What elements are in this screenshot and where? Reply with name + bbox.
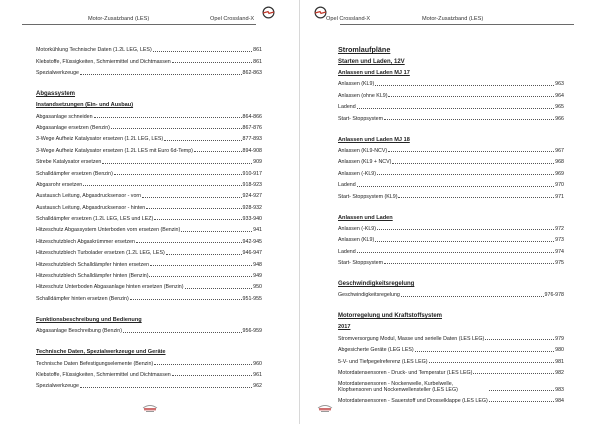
dot-leader: [489, 390, 554, 391]
toc-entry-page: 984: [555, 397, 564, 404]
left-header-model: Opel Crossland-X: [210, 16, 255, 22]
dot-leader: [429, 362, 555, 363]
toc-entry-page: 966: [555, 115, 564, 122]
section-spacer: [338, 298, 564, 308]
toc-entry-page: 965: [555, 104, 564, 111]
toc-entry-title: Start- Stoppsystem: [338, 260, 384, 267]
toc-entry-page: 864-866: [242, 113, 262, 120]
toc-entry-page: 963: [555, 81, 564, 88]
dot-leader: [401, 296, 544, 297]
toc-entry-title: Hitzeschutzblech Turbolader ersetzen (1.2L LEG, LES): [36, 250, 165, 257]
toc-entry-page: 974: [555, 248, 564, 255]
dot-leader: [375, 241, 554, 242]
right-page: [300, 0, 600, 424]
publisher-logo-icon: [141, 402, 159, 413]
subsection-heading: Technische Daten, Spezialwerkzeuge und Geräte: [36, 349, 166, 356]
toc-entry[interactable]: [338, 255, 564, 266]
dot-leader: [388, 151, 554, 152]
toc-entry-title: Spezialwerkzeuge: [36, 383, 79, 390]
toc-entry-page: 946-947: [242, 250, 262, 257]
dot-leader: [83, 185, 241, 186]
dot-leader: [136, 242, 242, 243]
dot-leader: [153, 51, 252, 52]
toc-entry-page: 951-955: [242, 295, 262, 302]
toc-entry-title: Hitzeschutz Abgassystem Unterboden vorn ersetzen (Benzin): [36, 227, 181, 234]
toc-entry-page: 980: [555, 347, 564, 354]
toc-entry-title: Ladend: [338, 248, 356, 255]
toc-entry-title: 5-V- und Tiefpegelreferenz (LES LEG): [338, 358, 428, 365]
dot-leader: [485, 339, 554, 340]
toc-entry-page: 928-932: [242, 204, 262, 211]
section-heading: Motorregelung und Kraftstoffsystem: [338, 313, 443, 320]
toc-entry-page: 924-927: [242, 193, 262, 200]
toc-entry-page: 933-940: [242, 216, 262, 223]
toc-entry[interactable]: [338, 287, 564, 298]
toc-entry-title: Anlassen (KL9-NCV): [338, 147, 388, 154]
left-header-title: Motor-Zusatzband (LES): [88, 16, 150, 22]
dot-leader: [473, 373, 554, 374]
section-heading: Starten und Laden, 12V: [338, 59, 405, 65]
toc-entry-title: Hitzeschutzblech Schalldämpfer hinten ersetzen: [36, 261, 150, 268]
toc-entry-title: Schalldämpfer ersetzen (1.2L LEG, LES und LEZ): [36, 216, 154, 223]
toc-entry-page: 976-978: [544, 292, 564, 299]
dot-leader: [181, 231, 252, 232]
toc-entry-title: Anlassen (KL9): [338, 237, 375, 244]
subsection-heading: Anlassen und Laden: [338, 214, 393, 221]
toc-entry[interactable]: [36, 233, 262, 244]
toc-entry[interactable]: [36, 108, 262, 119]
toc-entry-title: Abgasanlage schneiden: [36, 113, 93, 120]
toc-entry-title: Hitzeschutzblech Schalldämpfer hinten (Benzin): [36, 273, 149, 280]
toc-entry-page: 862-863: [242, 70, 262, 77]
section-spacer: [36, 76, 262, 86]
toc-entry-title: 3-Wege Aufheiz Katalysator ersetzen (1.2L LEG, LES): [36, 136, 164, 143]
toc-entry[interactable]: [36, 290, 262, 301]
dot-leader: [80, 387, 252, 388]
toc-entry-page: 970: [555, 182, 564, 189]
dot-leader: [164, 140, 241, 141]
toc-entry[interactable]: [36, 165, 262, 176]
toc-entry-title: Klebstoffe, Flüssigkeiten, Schmiermittel und Dichtmassen: [36, 371, 171, 378]
toc-entry-title: 3-Wege Aufheiz Katalysator ersetzen (1.2L LES mit Euro 6d-Temp): [36, 147, 193, 154]
dot-leader: [398, 197, 554, 198]
toc-entry[interactable]: [36, 131, 262, 142]
toc-entry[interactable]: [36, 256, 262, 267]
toc-entry-title: Ladend: [338, 182, 356, 189]
toc-entry-page: 909: [253, 159, 262, 166]
dot-leader: [146, 208, 241, 209]
toc-entry[interactable]: [36, 378, 262, 389]
toc-entry-page: 950: [253, 284, 262, 291]
toc-entry-page: 877-893: [242, 136, 262, 143]
toc-entry-title: Anlassen (-KL9): [338, 170, 376, 177]
dot-leader: [94, 117, 242, 118]
toc-entry[interactable]: [36, 268, 262, 279]
toc-entry[interactable]: [36, 279, 262, 290]
toc-entry-title: Schalldämpfer ersetzen (Benzin): [36, 170, 113, 177]
toc-entry[interactable]: [36, 65, 262, 76]
toc-entry-title: Start- Stoppsystem (KL9): [338, 193, 398, 200]
toc-entry-title: Strebe Katalysator ersetzen: [36, 159, 102, 166]
toc-entry-page: 867-876: [242, 124, 262, 131]
toc-entry[interactable]: [338, 177, 564, 188]
subsection-heading: Funktionsbeschreibung und Bedienung: [36, 316, 142, 323]
toc-entry-page: 971: [555, 193, 564, 200]
toc-entry-page: 979: [555, 335, 564, 342]
dot-leader: [80, 74, 242, 75]
publisher-logo-icon: [316, 402, 334, 413]
dot-leader: [149, 276, 252, 277]
toc-entry[interactable]: [338, 330, 564, 341]
toc-entry-title: Anlassen (KL9): [338, 81, 375, 88]
toc-entry[interactable]: [36, 222, 262, 233]
toc-entry-page: 975: [555, 260, 564, 267]
toc-entry[interactable]: [338, 243, 564, 254]
toc-entry-title: Austausch Leitung, Abgasdrucksensor - hinten: [36, 204, 146, 211]
dot-leader: [384, 119, 554, 120]
toc-entry[interactable]: [36, 211, 262, 222]
section-spacer: [338, 200, 564, 210]
toc-entry[interactable]: [36, 355, 262, 366]
toc-entry[interactable]: [36, 367, 262, 378]
toc-entry[interactable]: [338, 376, 564, 393]
toc-entry-title: Abgasanlage ersetzen (Benzin): [36, 124, 110, 131]
toc-entry-page: 982: [555, 370, 564, 377]
toc-entry[interactable]: [338, 353, 564, 364]
toc-entry-page: 949: [253, 273, 262, 280]
section-heading: Abgassystem: [36, 91, 76, 98]
toc-entry-title: Stromversorgung Modul, Masse und serielle Daten (LES LEG): [338, 335, 485, 342]
dot-leader: [172, 375, 252, 376]
dot-leader: [375, 85, 554, 86]
dot-leader: [102, 163, 252, 164]
toc-entry[interactable]: [36, 199, 262, 210]
dot-leader: [185, 288, 253, 289]
toc-entry-title: Anlassen (KL9 + NCV): [338, 159, 392, 166]
toc-entry[interactable]: [338, 342, 564, 353]
toc-entry-title: Schalldämpfer hinten ersetzen (Benzin): [36, 295, 129, 302]
left-toc: [36, 42, 262, 389]
toc-entry[interactable]: [338, 188, 564, 199]
subsection-heading: 2017: [338, 324, 351, 331]
toc-entry-page: 861: [253, 47, 262, 54]
toc-entry[interactable]: [36, 323, 262, 334]
toc-entry[interactable]: [36, 53, 262, 64]
dot-leader: [130, 299, 242, 300]
section-heading: Stromlaufpläne: [338, 45, 391, 54]
toc-entry-title: Start- Stoppsystem: [338, 115, 384, 122]
toc-entry-page: 972: [555, 225, 564, 232]
section-heading: Geschwindigkeitsregelung: [338, 281, 415, 288]
toc-entry-title: Anlassen (-KL9): [338, 225, 376, 232]
dot-leader: [123, 332, 242, 333]
toc-entry-page: 918-923: [242, 181, 262, 188]
toc-entry[interactable]: [36, 245, 262, 256]
subsection-heading: Instandsetzungen (Ein- und Ausbau): [36, 102, 134, 109]
toc-entry[interactable]: [338, 221, 564, 232]
dot-leader: [114, 174, 242, 175]
toc-entry-title: Technische Daten Befestigungselemente (Benzin): [36, 360, 154, 367]
right-toc: [338, 42, 564, 404]
toc-entry-page: 967: [555, 147, 564, 154]
toc-entry-title: Abgasrohr ersetzen: [36, 181, 83, 188]
toc-entry-page: 964: [555, 92, 564, 99]
toc-entry-page: 942-945: [242, 238, 262, 245]
toc-entry-title: Motordatensensoren - Druck- und Temperatur (LES LEG): [338, 370, 473, 377]
toc-entry[interactable]: [338, 232, 564, 243]
toc-entry-page: 960: [253, 360, 262, 367]
toc-entry[interactable]: [338, 154, 564, 165]
dot-leader: [357, 108, 554, 109]
dot-leader: [357, 186, 554, 187]
toc-entry[interactable]: [338, 393, 564, 404]
toc-entry[interactable]: [338, 99, 564, 110]
dot-leader: [142, 197, 241, 198]
subsection-heading: Anlassen und Laden MJ 18: [338, 136, 410, 143]
dot-leader: [154, 364, 252, 365]
toc-entry-title: Ladend: [338, 104, 356, 111]
toc-entry-title: Abgasanlage Beschreibung (Benzin): [36, 328, 122, 335]
dot-leader: [166, 254, 242, 255]
dot-leader: [150, 265, 252, 266]
dot-leader: [384, 263, 554, 264]
section-spacer: [338, 122, 564, 132]
section-spacer: [338, 266, 564, 276]
toc-entry-title: Spezialwerkzeuge: [36, 70, 79, 77]
toc-entry[interactable]: [338, 365, 564, 376]
toc-entry[interactable]: [36, 42, 262, 53]
toc-entry-page: 861: [253, 58, 262, 65]
left-header-rule: [22, 24, 256, 25]
toc-entry-page: 894-908: [242, 147, 262, 154]
toc-entry[interactable]: [36, 120, 262, 131]
dot-leader: [377, 174, 554, 175]
toc-entry[interactable]: [338, 165, 564, 176]
toc-entry[interactable]: [36, 142, 262, 153]
right-header-title: Motor-Zusatzband (LES): [422, 16, 484, 22]
toc-entry-page: 983: [555, 386, 564, 393]
toc-entry-title: Geschwindigkeitsregelung: [338, 292, 400, 299]
dot-leader: [172, 62, 252, 63]
toc-entry-title: Motordatensensoren - Nockenwelle, Kurbelwelle, Klopfsensoren und Nockenwellensteller (LES LEG): [338, 380, 458, 393]
toc-entry[interactable]: [36, 177, 262, 188]
toc-entry[interactable]: [338, 87, 564, 98]
toc-entry-title: Klebstoffe, Flüssigkeiten, Schmiermittel und Dichtmassen: [36, 58, 171, 65]
toc-entry[interactable]: [338, 143, 564, 154]
dot-leader: [154, 219, 241, 220]
subsection-heading: Anlassen und Laden MJ 17: [338, 70, 410, 76]
toc-entry-page: 973: [555, 237, 564, 244]
toc-entry-page: 968: [555, 159, 564, 166]
dot-leader: [489, 401, 554, 402]
dot-leader: [388, 96, 554, 97]
section-spacer: [36, 334, 262, 344]
toc-entry-page: 910-917: [242, 170, 262, 177]
toc-entry-page: 962: [253, 383, 262, 390]
toc-entry[interactable]: [338, 110, 564, 121]
opel-blitz-logo-icon: [262, 6, 275, 19]
toc-entry-page: 956-959: [242, 328, 262, 335]
toc-entry-title: Austausch Leitung, Abgasdrucksensor - vorn: [36, 193, 142, 200]
right-header-rule: [340, 24, 574, 25]
toc-entry-page: 941: [253, 227, 262, 234]
toc-entry-title: Anlassen (ohne KL9): [338, 92, 388, 99]
right-header-model: Opel Crossland-X: [326, 16, 371, 22]
toc-entry[interactable]: [338, 76, 564, 87]
toc-entry-title: Hitzeschutzblech Abgaskrümmer ersetzen: [36, 238, 135, 245]
toc-entry-page: 961: [253, 371, 262, 378]
toc-entry-page: 948: [253, 261, 262, 268]
toc-entry-page: 981: [555, 358, 564, 365]
toc-entry[interactable]: [36, 188, 262, 199]
toc-entry-title: Abgesicherte Geräte (LEG LES): [338, 347, 414, 354]
toc-entry-page: 969: [555, 170, 564, 177]
dot-leader: [392, 163, 554, 164]
dot-leader: [415, 351, 554, 352]
toc-entry-title: Motorkühlung Technische Daten (1.2L LEG, LES): [36, 47, 152, 54]
toc-entry-title: Hitzeschutz Unterboden Abgasanlage hinten ersetzen (Benzin): [36, 284, 184, 291]
toc-entry[interactable]: [36, 154, 262, 165]
dot-leader: [194, 151, 242, 152]
dot-leader: [111, 128, 242, 129]
section-spacer: [36, 302, 262, 312]
dot-leader: [377, 229, 554, 230]
toc-entry-title: Motordatensensoren - Sauerstoff und Drosselklappe (LES LEG): [338, 397, 488, 404]
dot-leader: [357, 252, 554, 253]
